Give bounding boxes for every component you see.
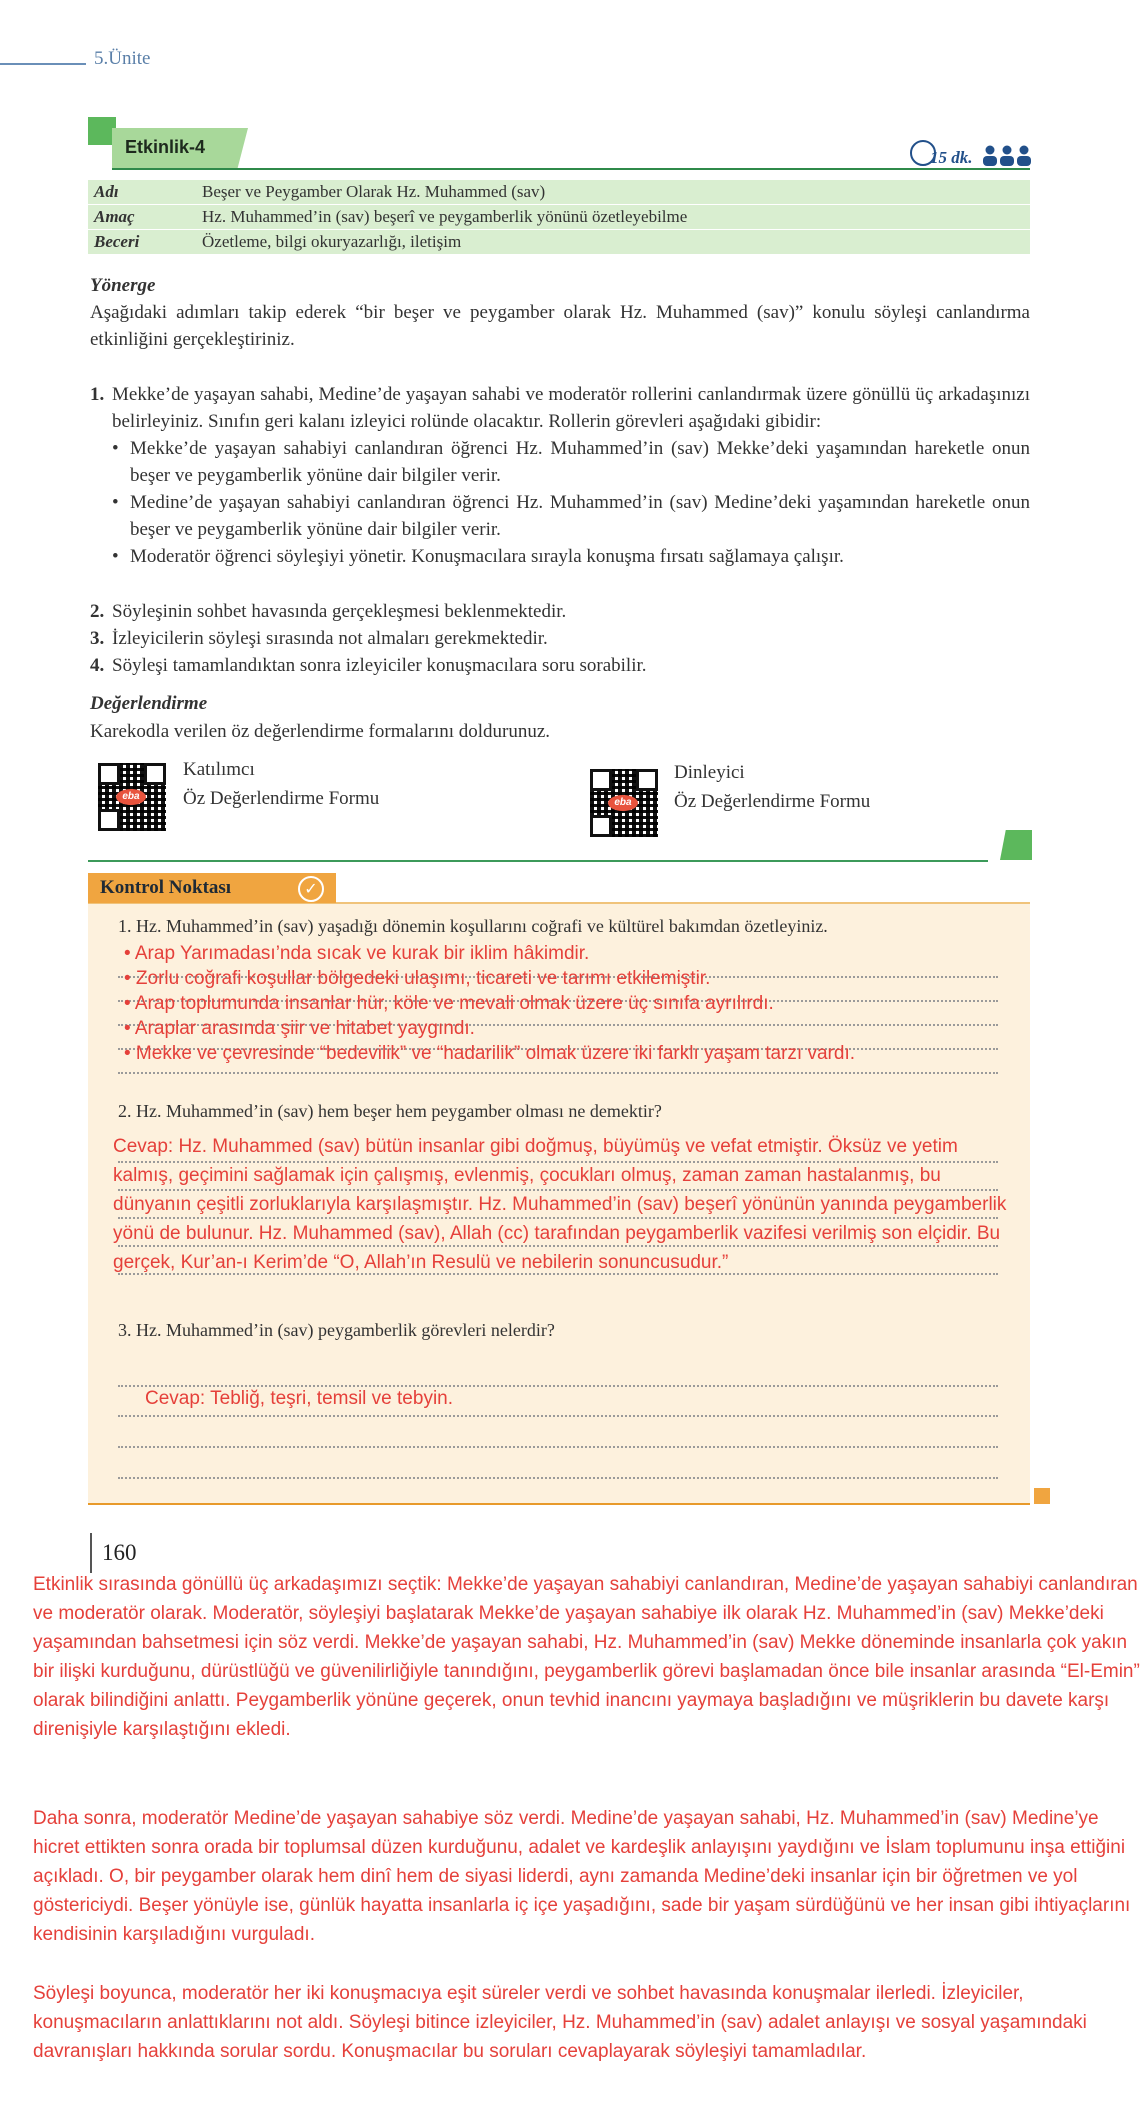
- answer-line: [118, 1415, 998, 1417]
- answer-line-text: kalmış, geçimini sağlamak için çalışmış, evlenmiş, çocukları olmuş, zaman zaman hastalanmış, bu: [113, 1165, 941, 1186]
- info-value: Özetleme, bilgi okuryazarlığı, iletişim: [202, 232, 462, 251]
- step-text: Söyleşinin sohbet havasında gerçekleşmesi beklenmektedir.: [112, 601, 567, 622]
- role-list: [106, 435, 1030, 570]
- step-number: 4.: [90, 655, 105, 676]
- participant-form-label: [183, 755, 379, 813]
- form-role: Dinleyici: [674, 762, 745, 783]
- qr-code-listener[interactable]: [590, 769, 658, 837]
- activity-info-table: [88, 180, 1030, 255]
- checkpoint-title: Kontrol Noktası: [100, 877, 232, 898]
- directive-heading: Yönerge: [90, 275, 156, 296]
- info-row-skill: [88, 230, 1030, 254]
- answer-line-text: yönü de bulunur. Hz. Muhammed (sav), Allah (cc) tarafından peygamberlik vazifesi verilmiş son elçidir. Bu: [113, 1223, 1001, 1244]
- step-number: 1.: [90, 384, 105, 405]
- form-title: Öz Değerlendirme Formu: [183, 788, 380, 809]
- step-4: [90, 652, 1030, 679]
- info-key: Adı: [94, 182, 119, 201]
- info-row-goal: [88, 205, 1030, 229]
- list-item: • Mekke’de yaşayan sahabiyi canlandıran öğrenci Hz. Muhammed’in (sav) Mekke’deki yaşamından hareketle onun beşer ve peygamberlik yönüne dair bilgiler verir.: [106, 435, 1030, 489]
- info-key: Amaç: [94, 207, 135, 226]
- info-key: Beceri: [94, 232, 140, 251]
- step-1: [90, 381, 1030, 435]
- essay-paragraph-3: Söyleşi boyunca, moderatör her iki konuşmacıya eşit süreler verdi ve sohbet havasında konuşmalar ilerledi. İzleyiciler, konuşmacıların anlattıklarını not aldı. Söyleşi bitince izleyiciler, Hz. Muhammed’in (sav) adalet anlayışı ve sosyal yaşamındaki davranışları hakkında sorular sordu. Konuşmacılar bu soruları cevaplayarak söyleşiyi tamamladılar.: [33, 1983, 1087, 2062]
- answer-item: • Zorlu coğrafi koşullar bölgedeki ulaşımı, ticareti ve tarımı etkilemiştir.: [124, 968, 711, 989]
- list-item: • Moderatör öğrenci söyleşiyi yönetir. Konuşmacılara sırayla konuşma fırsatı sağlamaya çalışır.: [106, 543, 1030, 570]
- answer-item: • Araplar arasında şiir ve hitabet yaygındı.: [124, 1018, 475, 1039]
- qr-code-participant[interactable]: [98, 763, 166, 831]
- eba-badge: eba: [608, 795, 638, 811]
- answer-item: • Mekke ve çevresinde “bedevilik” ve “hadarilik” olmak üzere iki farklı yaşam tarzı vardı.: [124, 1043, 856, 1064]
- section-corner-marker: [1000, 830, 1032, 860]
- activity-tab-marker: [88, 117, 116, 145]
- step-text: Söyleşi tamamlandıktan sonra izleyiciler konuşmacılara soru sorabilir.: [112, 655, 647, 676]
- activity-title: Etkinlik-4: [125, 137, 206, 157]
- unit-divider: [0, 63, 86, 65]
- info-value: Hz. Muhammed’in (sav) beşerî ve peygamberlik yönünü özetleyebilme: [202, 207, 688, 226]
- listener-form-label: [674, 758, 870, 816]
- answer-1: [124, 942, 1024, 1065]
- page-number: 160: [102, 1540, 137, 1565]
- step-number: 3.: [90, 628, 105, 649]
- step-text: Mekke’de yaşayan sahabi, Medine’de yaşayan sahabi ve moderatör rollerini canlandırmak üzere gönüllü üç arkadaşınızı belirleyiniz. Sınıfın geri kalanı izleyici rolünde olacaktır. Rollerin görevleri aşağıdaki gibidir:: [112, 384, 1030, 432]
- step-text: İzleyicilerin söyleşi sırasında not almaları gerekmektedir.: [112, 628, 548, 649]
- answer-item: • Arap toplumunda insanlar hür, köle ve mevali olmak üzere üç sınıfa ayrılırdı.: [124, 993, 774, 1014]
- answer-2: [113, 1132, 1143, 1277]
- question-3: 3. Hz. Muhammed’in (sav) peygamberlik görevleri nelerdir?: [118, 1320, 555, 1340]
- info-row-name: [88, 180, 1030, 204]
- page-number-bar: [90, 1533, 92, 1573]
- info-value: Beşer ve Peygamber Olarak Hz. Muhammed (sav): [202, 182, 546, 201]
- unit-label: 5.Ünite: [94, 48, 151, 69]
- activity-time: 15 dk.: [930, 148, 973, 167]
- answer-3: Cevap: Tebliğ, teşri, temsil ve tebyin.: [145, 1388, 454, 1409]
- question-2: 2. Hz. Muhammed’in (sav) hem beşer hem peygamber olması ne demektir?: [118, 1101, 662, 1121]
- evaluation-heading: Değerlendirme: [90, 693, 208, 714]
- answer-line-text: Cevap: Hz. Muhammed (sav) bütün insanlar gibi doğmuş, büyümüş ve vefat etmiştir. Öksüz ve yetim: [113, 1136, 958, 1157]
- answer-line: [118, 1446, 998, 1448]
- activity-divider: [112, 168, 1030, 170]
- answer-line: [118, 1385, 998, 1387]
- essay-paragraph-1: Etkinlik sırasında gönüllü üç arkadaşımızı seçtik: Mekke’de yaşayan sahabiyi canlandıran, Medine’de yaşayan sahabiyi canlandıran ve moderatör olarak. Moderatör, söyleşiyi başlatarak Mekke’de yaşayan sahabiye ilk olarak Hz. Muhammed’in (sav) Mekke’deki yaşamından bahsetmesi için söz verdi. Mekke’de yaşayan sahabi, Hz. Muhammed’in (sav) Mekke döneminde insanlarla çok yakın bir ilişki kurduğunu, dürüstlüğü ve güvenilirliğiyle tanındığını, peygamberlik görevi başlamadan önce bile insanlar arasında “El-Emin” olarak bilindiğini anlattı. Peygamberlik yönüne geçerek, onun tevhid inancını yaymaya başladığını ve müşriklerin bu davete karşı direnişiyle karşılaştığını ekledi.: [33, 1574, 1140, 1740]
- list-item: • Medine’de yaşayan sahabiyi canlandıran öğrenci Hz. Muhammed’in (sav) Medine’deki yaşamından hareketle onun beşer ve peygamberlik yönüne dair bilgiler verir.: [106, 489, 1030, 543]
- answer-line-text: dünyanın çeşitli zorluklarıyla karşılaşmıştır. Hz. Muhammed’in (sav) beşerî yönünün yanında peygamberlik: [113, 1194, 1007, 1215]
- evaluation-text: Karekodla verilen öz değerlendirme formalarını doldurunuz.: [90, 721, 551, 742]
- answer-line: [118, 1072, 998, 1074]
- form-role: Katılımcı: [183, 759, 255, 780]
- step-number: 2.: [90, 601, 105, 622]
- step-2: [90, 598, 1030, 625]
- group-icon: [982, 144, 1032, 173]
- checkpoint-corner-marker: [1034, 1488, 1050, 1504]
- answer-line: [118, 1477, 998, 1479]
- question-1: 1. Hz. Muhammed’in (sav) yaşadığı dönemin koşullarını coğrafi ve kültürel bakımdan özetleyiniz.: [118, 916, 828, 936]
- directive-steps: [90, 381, 1030, 679]
- answer-item: • Arap Yarımadası’nda sıcak ve kurak bir iklim hâkimdir.: [124, 943, 590, 964]
- eba-badge: eba: [116, 789, 146, 805]
- section-divider: [88, 860, 988, 862]
- directive-text: Aşağıdaki adımları takip ederek “bir beşer ve peygamber olarak Hz. Muhammed (sav)” konulu söyleşi canlandırma etkinliğini gerçekleştiriniz.: [90, 302, 1030, 350]
- answer-line-text: gerçek, Kur’an-ı Kerim’de “O, Allah’ın Resulü ve nebilerin sonuncusudur.”: [113, 1252, 729, 1273]
- essay-paragraph-2: Daha sonra, moderatör Medine’de yaşayan sahabiye söz verdi. Medine’de yaşayan sahabi, Hz. Muhammed’in (sav) Medine’ye hicret ettikten sonra orada bir toplumsal düzen kurduğunu, adalet ve kardeşlik anlayışını yaydığını ve İslam toplumunu inşa ettiğini açıkladı. O, bir peygamber olarak hem dinî hem de siyasi liderdi, aynı zamanda Medine’deki insanlar için bir öğretmen ve yol göstericiydi. Beşer yönüyle ise, günlük hayatta insanlarla iç içe yaşadığını, sade bir yaşam sürdüğünü ve her insan gibi ihtiyaçlarını kendisinin karşıladığını vurguladı.: [33, 1808, 1131, 1945]
- form-title: Öz Değerlendirme Formu: [674, 791, 871, 812]
- check-icon: ✓: [298, 876, 324, 902]
- step-3: [90, 625, 1030, 652]
